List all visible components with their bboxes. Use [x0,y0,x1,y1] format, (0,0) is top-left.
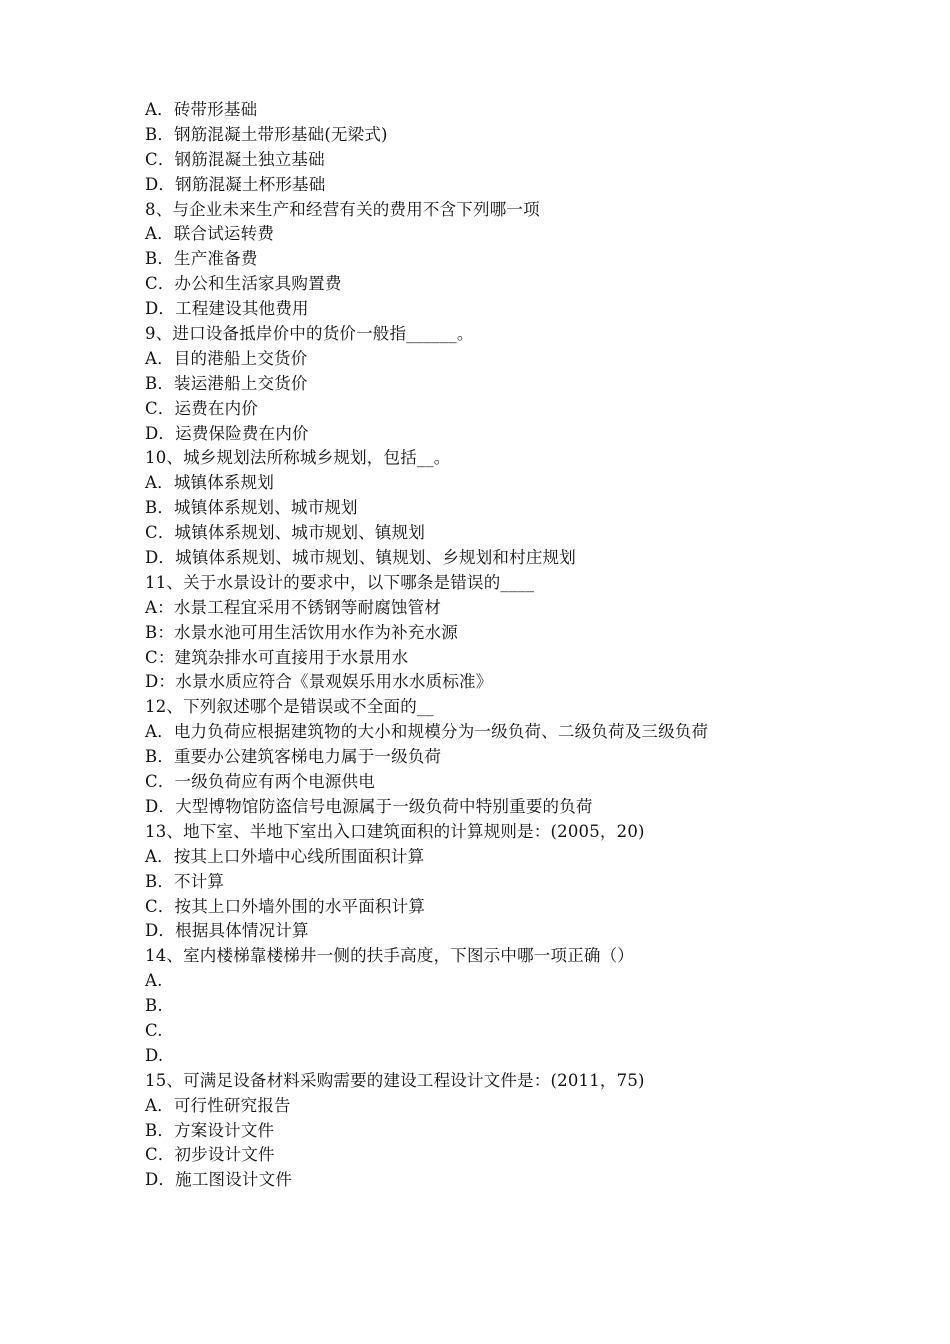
answer-option: C．城镇体系规划、城市规划、镇规划 [145,523,426,543]
question-text: 10、城乡规划法所称城乡规划，包括__。 [145,448,451,468]
answer-option: A. [145,971,163,991]
answer-option: D．根据具体情况计算 [145,921,309,941]
answer-option: C．运费在内价 [145,398,259,418]
answer-option: B．方案设计文件 [145,1120,275,1140]
answer-option: B．装运港船上交货价 [145,373,308,393]
answer-option: C．按其上口外墙外围的水平面积计算 [145,896,426,916]
question-text: 13、地下室、半地下室出入口建筑面积的计算规则是：(2005，20) [145,821,645,841]
document-body [145,98,925,1193]
answer-option: D．钢筋混凝土杯形基础 [145,174,326,194]
answer-option: A：水景工程宜采用不锈钢等耐腐蚀管材 [145,597,442,617]
answer-option: C. [145,1020,163,1040]
answer-option: D．运费保险费在内价 [145,423,309,443]
answer-option: A．按其上口外墙中心线所围面积计算 [145,846,425,866]
answer-option: D．大型博物馆防盗信号电源属于一级负荷中特别重要的负荷 [145,796,593,816]
answer-option: B．生产准备费 [145,249,258,269]
answer-option: A．砖带形基础 [145,100,258,119]
answer-option: D．城镇体系规划、城市规划、镇规划、乡规划和村庄规划 [145,548,576,568]
answer-option: A．目的港船上交货价 [145,348,308,368]
answer-option: C．初步设计文件 [145,1145,275,1165]
question-text: 11、关于水景设计的要求中，以下哪条是错误的____ [145,572,535,592]
question-text: 9、进口设备抵岸价中的货价一般指______。 [145,324,474,344]
answer-option: D：水景水质应符合《景观娱乐用水水质标准》 [145,672,493,692]
answer-option: D. [145,1045,164,1065]
answer-option: B．重要办公建筑客梯电力属于一级负荷 [145,747,442,767]
answer-option: C．钢筋混凝土独立基础 [145,149,325,169]
answer-option: C：建筑杂排水可直接用于水景用水 [145,647,409,667]
answer-option: C．一级负荷应有两个电源供电 [145,772,375,792]
answer-option: A．联合试运转费 [145,224,275,244]
answer-option: B．城镇体系规划、城市规划 [145,498,358,518]
answer-option: D．施工图设计文件 [145,1170,293,1190]
question-text: 14、室内楼梯靠楼梯井一侧的扶手高度，下图示中哪一项正确（） [145,946,634,966]
question-text: 15、可满足设备材料采购需要的建设工程设计文件是：(2011，75) [145,1070,645,1090]
answer-option: A．可行性研究报告 [145,1095,291,1115]
answer-option: B．不计算 [145,871,225,891]
answer-option: A．电力负荷应根据建筑物的大小和规模分为一级负荷、二级负荷及三级负荷 [145,722,709,742]
answer-option: C．办公和生活家具购置费 [145,274,342,294]
answer-option: B. [145,996,163,1016]
answer-option: B．钢筋混凝土带形基础(无梁式) [145,124,388,144]
question-text: 12、下列叙述哪个是错误或不全面的__ [145,697,434,717]
answer-option: B：水景水池可用生活饮用水作为补充水源 [145,622,458,642]
answer-option: D．工程建设其他费用 [145,299,309,319]
answer-option: A．城镇体系规划 [145,473,275,493]
question-text: 8、与企业未来生产和经营有关的费用不含下列哪一项 [145,199,540,219]
